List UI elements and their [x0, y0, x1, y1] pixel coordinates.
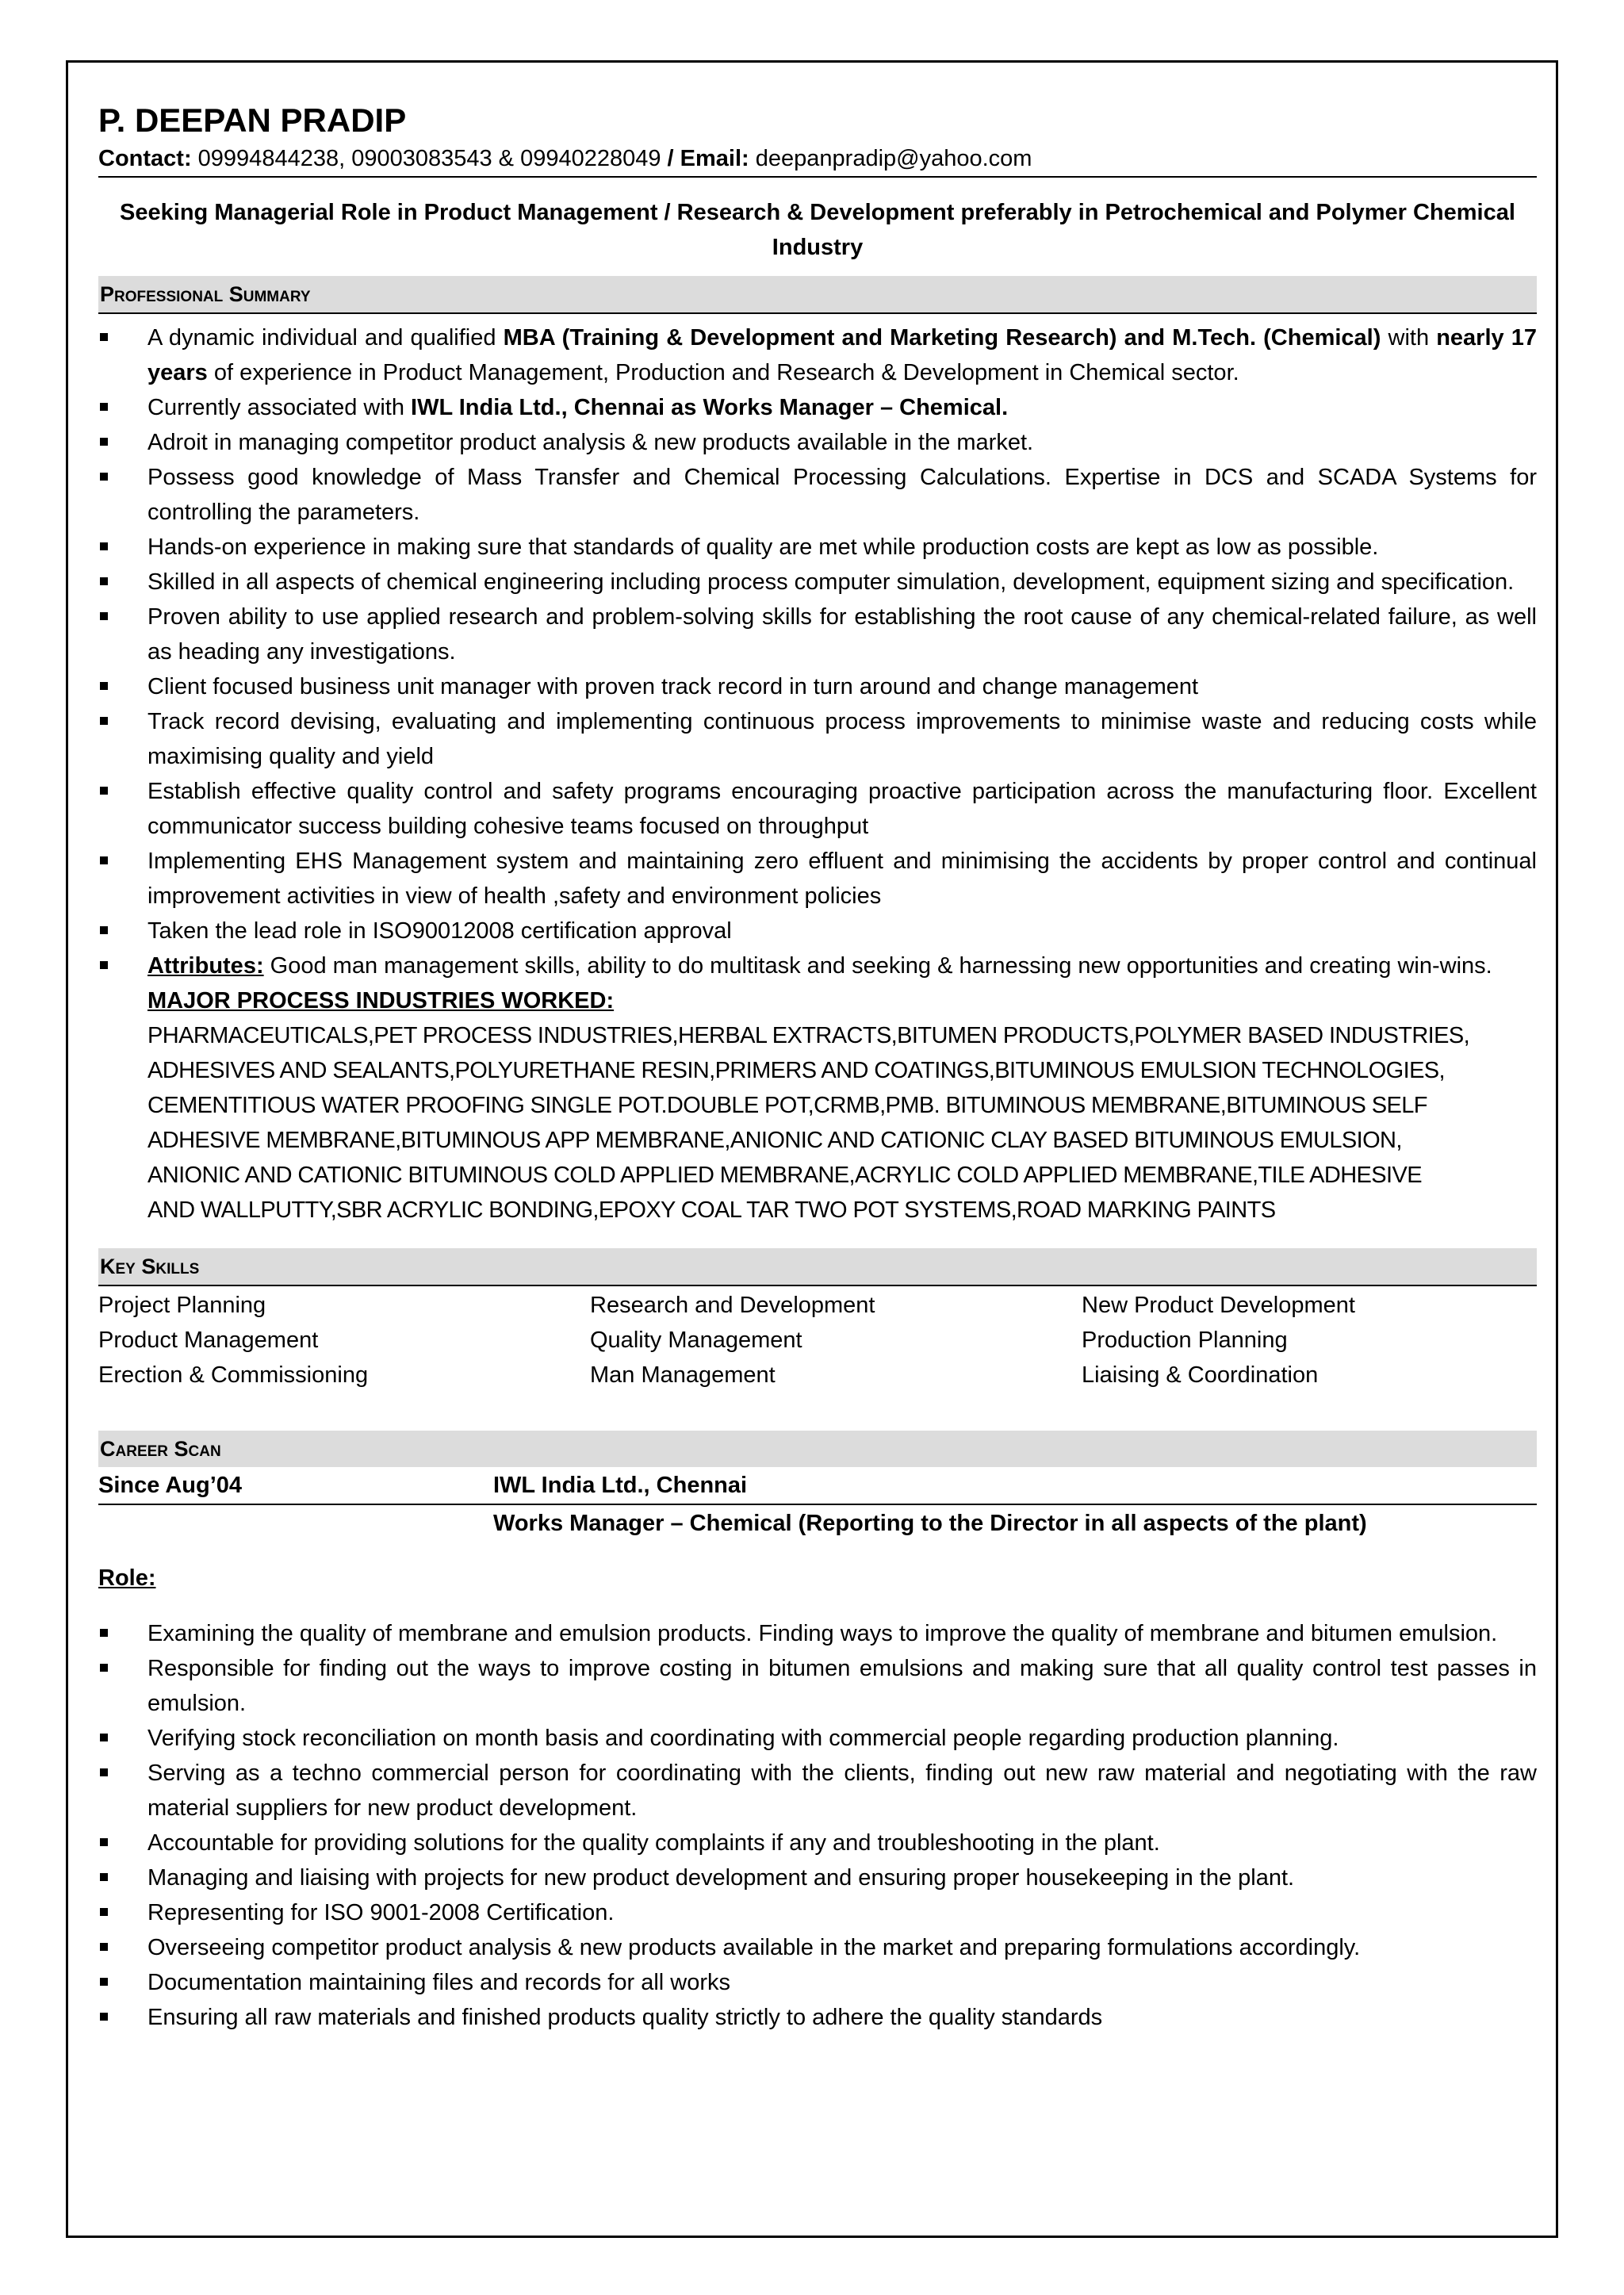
career-job-title: Works Manager – Chemical (Reporting to the Director in all aspects of the plant) — [493, 1511, 1367, 1536]
list-item: Representing for ISO 9001-2008 Certification. — [98, 1895, 1537, 1930]
skill-item: New Product Development — [1082, 1293, 1355, 1318]
industries-line: AND WALLPUTTY,SBR ACRYLIC BONDING,EPOXY COAL TAR TWO POT SYSTEMS,ROAD MARKING PAINTS — [147, 1197, 1276, 1223]
bullet-icon — [100, 1768, 108, 1776]
bullet-icon — [100, 612, 108, 620]
list-item: Hands-on experience in making sure that standards of quality are met while production costs are kept as low as possible. — [98, 530, 1537, 565]
list-item: Verifying stock reconciliation on month basis and coordinating with commercial people regarding production planning. — [98, 1721, 1537, 1756]
list-item: Currently associated with IWL India Ltd., Chennai as Works Manager – Chemical. — [98, 390, 1537, 425]
bullet-icon — [100, 333, 108, 341]
bullet-icon — [100, 1908, 108, 1916]
bullet-icon — [100, 1943, 108, 1951]
list-item: Accountable for providing solutions for the quality complaints if any and troubleshooting in the plant. — [98, 1826, 1537, 1860]
bullet-icon — [100, 2013, 108, 2021]
contact-separator: / — [667, 146, 674, 171]
list-item: Overseeing competitor product analysis & new products available in the market and preparing formulations accordingly. — [98, 1930, 1537, 1965]
bullet-icon — [100, 438, 108, 446]
list-item: Documentation maintaining files and records for all works — [98, 1965, 1537, 2000]
industries-list — [147, 1018, 1537, 1228]
list-item: Proven ability to use applied research and problem-solving skills for establishing the root cause of any chemical-related failure, as well as heading any investigations. — [98, 600, 1537, 669]
list-item: Serving as a techno commercial person for coordinating with the clients, finding out new raw material and negotiating with the raw material suppliers for new product development. — [98, 1756, 1537, 1826]
list-item: Implementing EHS Management system and maintaining zero effluent and minimising the accidents by proper control and continual improvement activities in view of health ,safety and environment policies — [98, 844, 1537, 914]
email-label: Email: — [680, 146, 749, 171]
skill-item: Product Management — [98, 1328, 319, 1353]
list-item: Possess good knowledge of Mass Transfer and Chemical Processing Calculations. Expertise in DCS and SCADA Systems for controlling the parameters. — [98, 460, 1537, 530]
bullet-icon — [100, 717, 108, 725]
list-item: Examining the quality of membrane and emulsion products. Finding ways to improve the quality of membrane and bitumen emulsion. — [98, 1616, 1537, 1651]
list-item: Skilled in all aspects of chemical engineering including process computer simulation, development, equipment sizing and specification. — [98, 565, 1537, 600]
contact-line — [98, 141, 1537, 176]
bullet-icon — [100, 577, 108, 585]
skill-item: Production Planning — [1082, 1328, 1288, 1353]
list-item: Client focused business unit manager with proven track record in turn around and change management — [98, 669, 1537, 704]
industries-line: PHARMACEUTICALS,PET PROCESS INDUSTRIES,HERBAL EXTRACTS,BITUMEN PRODUCTS,POLYMER BASED INDUSTRIES, — [147, 1023, 1470, 1048]
bullet-icon — [100, 403, 108, 411]
career-company: IWL India Ltd., Chennai — [493, 1473, 748, 1498]
industries-line: CEMENTITIOUS WATER PROOFING SINGLE POT.DOUBLE POT,CRMB,PMB. BITUMINOUS MEMBRANE,BITUMINOUS SELF — [147, 1093, 1427, 1118]
section-heading-professional-summary: Professional Summary — [98, 276, 1537, 314]
list-item: A dynamic individual and qualified MBA (Training & Development and Marketing Research) and M.Tech. (Chemical) with nearly 17 years of experience in Product Management, Production and Research & Development in Chemical sector. — [98, 320, 1537, 390]
list-item: Managing and liaising with projects for new product development and ensuring proper housekeeping in the plant. — [98, 1860, 1537, 1895]
bullet-icon — [100, 787, 108, 795]
bullet-icon — [100, 1734, 108, 1741]
bullet-icon — [100, 1978, 108, 1986]
bullet-icon — [100, 473, 108, 481]
industries-heading: MAJOR PROCESS INDUSTRIES WORKED: — [147, 988, 615, 1013]
industries-line: ADHESIVE MEMBRANE,BITUMINOUS APP MEMBRANE,ANIONIC AND CATIONIC CLAY BASED BITUMINOUS EMULSION, — [147, 1128, 1402, 1153]
career-date: Since Aug’04 — [98, 1473, 243, 1498]
candidate-name: P. DEEPAN PRADIP — [98, 102, 407, 139]
contact-label: Contact: — [98, 146, 192, 171]
email-address: deepanpradip@yahoo.com — [755, 146, 1032, 171]
list-item: Responsible for finding out the ways to improve costing in bitumen emulsions and making sure that all quality control test passes in emulsion. — [98, 1651, 1537, 1721]
skill-item: Man Management — [590, 1362, 776, 1388]
bullet-icon — [100, 542, 108, 550]
bullet-icon — [100, 926, 108, 934]
list-item: Attributes: Good man management skills, ability to do multitask and seeking & harnessing new opportunities and creating win-wins. — [98, 948, 1537, 983]
bullet-icon — [100, 682, 108, 690]
list-item: Ensuring all raw materials and finished products quality strictly to adhere the quality standards — [98, 2000, 1537, 2035]
skill-item: Liaising & Coordination — [1082, 1362, 1319, 1388]
skill-item: Project Planning — [98, 1293, 266, 1318]
bullet-icon — [100, 1838, 108, 1846]
summary-list — [98, 320, 1537, 983]
section-heading-key-skills: Key Skills — [98, 1248, 1537, 1286]
career-objective: Seeking Managerial Role in Product Management / Research & Development preferably in Petrochemical and Polymer Chemical Industry — [120, 200, 1515, 260]
bullet-icon — [100, 1629, 108, 1637]
industries-block — [98, 983, 1537, 1228]
skill-item: Research and Development — [590, 1293, 875, 1318]
role-heading: Role: — [98, 1565, 156, 1591]
skill-item: Erection & Commissioning — [98, 1362, 369, 1388]
bullet-icon — [100, 961, 108, 969]
skill-item: Quality Management — [590, 1328, 802, 1353]
list-item: Track record devising, evaluating and implementing continuous process improvements to minimise waste and reducing costs while maximising quality and yield — [98, 704, 1537, 774]
section-heading-career-scan: Career Scan — [98, 1431, 1537, 1467]
list-item: Establish effective quality control and safety programs encouraging proactive participation across the manufacturing floor. Excellent communicator success building cohesive teams focused on throughput — [98, 774, 1537, 844]
list-item: Adroit in managing competitor product analysis & new products available in the market. — [98, 425, 1537, 460]
industries-line: ADHESIVES AND SEALANTS,POLYURETHANE RESIN,PRIMERS AND COATINGS,BITUMINOUS EMULSION TECHNOLOGIES, — [147, 1058, 1446, 1083]
resume — [98, 79, 1537, 2035]
contact-phones: 09994844238, 09003083543 & 09940228049 — [197, 146, 661, 171]
key-skills-grid — [98, 1286, 1537, 1393]
industries-line: ANIONIC AND CATIONIC BITUMINOUS COLD APPLIED MEMBRANE,ACRYLIC COLD APPLIED MEMBRANE,TILE ADHESIVE — [147, 1163, 1422, 1188]
bullet-icon — [100, 1873, 108, 1881]
bullet-icon — [100, 1664, 108, 1672]
role-list — [98, 1616, 1537, 2035]
career-entry-header — [98, 1467, 1537, 1505]
bullet-icon — [100, 856, 108, 864]
list-item: Taken the lead role in ISO90012008 certification approval — [98, 914, 1537, 948]
